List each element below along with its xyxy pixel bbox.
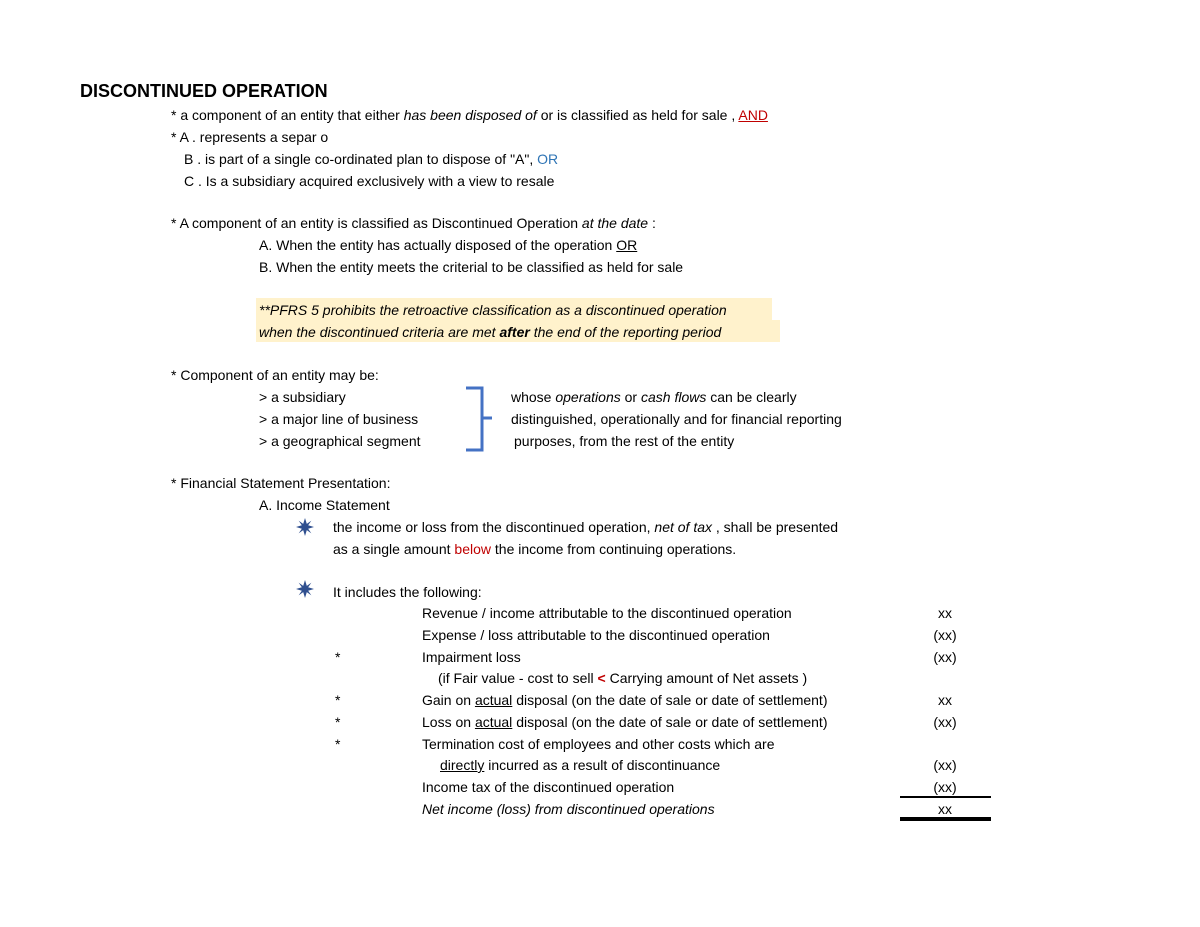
classification-a <box>259 236 637 254</box>
page-title: DISCONTINUED OPERATION <box>80 81 328 101</box>
definition-c: C . Is a subsidiary acquired exclusively with a view to resale <box>184 173 555 189</box>
total-double-rule <box>900 817 991 821</box>
impairment-note-text: (if Fair value - cost to sell <box>438 670 594 686</box>
definition-b-text: B . is part of a single co-ordinated plan to dispose of "A", <box>184 151 534 167</box>
schedule-row-revenue: Revenue / income attributable to the discontinued operation <box>422 605 792 621</box>
definition-b <box>184 150 558 168</box>
definition-text: * a component of an entity that either <box>171 107 400 123</box>
desc-whose: whose <box>511 389 552 405</box>
definition-text-or: or is <box>540 107 568 123</box>
component-desc-2: distinguished, operationally and for financial reporting <box>511 411 842 427</box>
star-bullet-icon <box>296 580 314 598</box>
classification-b: B. When the entity meets the criterial to be classified as held for sale <box>259 259 684 275</box>
below-emphasis: below <box>454 541 492 557</box>
desc-cash-flows: cash flows <box>640 389 707 405</box>
note-text: when the discontinued criteria are met <box>259 324 496 340</box>
row-marker: * <box>335 692 341 708</box>
pfrs-note-line-2 <box>259 323 721 341</box>
schedule-row-impairment-note <box>438 669 807 687</box>
amount-impairment: (xx) <box>933 649 957 665</box>
amount-expense: (xx) <box>933 627 957 643</box>
at-the-date: at the date <box>581 215 649 231</box>
component-desc-3: purposes, from the rest of the entity <box>514 433 735 449</box>
impairment-note-end: Carrying amount of Net assets ) <box>609 670 808 686</box>
note-text-end: the end of the reporting period <box>533 324 722 340</box>
star-bullet-icon <box>296 518 314 536</box>
loss-text-end: disposal (on the date of sale or date of settlement) <box>516 714 828 730</box>
presentation-line-1 <box>333 518 838 536</box>
amount-revenue: xx <box>938 605 952 621</box>
presentation-text-end: , shall be presented <box>715 519 839 535</box>
gain-actual: actual <box>474 692 513 708</box>
amount-gain: xx <box>938 692 952 708</box>
component-item: > a subsidiary <box>259 389 346 405</box>
component-item: > a geographical segment <box>259 433 421 449</box>
or-emphasis: OR <box>537 151 559 167</box>
row-marker: * <box>335 649 341 665</box>
presentation-text: the income or loss from the discontinued operation, <box>333 519 651 535</box>
pfrs-note-line-1: **PFRS 5 prohibits the retroactive classification as a discontinued operation <box>259 302 727 318</box>
includes-heading: It includes the following: <box>333 584 482 600</box>
termination-directly: directly <box>440 757 485 773</box>
schedule-row-loss <box>422 713 827 731</box>
less-than-symbol: < <box>597 670 606 686</box>
component-heading: * Component of an entity may be: <box>171 367 379 383</box>
classification-colon: : <box>651 215 656 231</box>
net-of-tax: net of tax <box>654 519 712 535</box>
definition-italic-disposed: has been disposed of <box>403 107 537 123</box>
loss-actual: actual <box>474 714 513 730</box>
presentation-amount: as a single amount <box>333 541 451 557</box>
presentation-line-2 <box>333 540 736 558</box>
gain-text-end: disposal (on the date of sale or date of settlement) <box>516 692 828 708</box>
amount-loss: (xx) <box>933 714 957 730</box>
amount-income-tax: (xx) <box>933 779 957 795</box>
schedule-row-impairment: Impairment loss <box>422 649 521 665</box>
note-after: after <box>499 324 530 340</box>
component-item: > a major line of business <box>259 411 419 427</box>
classification-heading <box>171 214 656 232</box>
desc-operations: operations <box>555 389 621 405</box>
definition-a: * A . represents a separ o <box>171 129 329 145</box>
desc-or: or <box>624 389 638 405</box>
desc-clearly: can be clearly <box>710 389 797 405</box>
schedule-row-net-income: Net income (loss) from discontinued operations <box>422 801 715 817</box>
classification-or: OR <box>616 237 638 253</box>
presentation-continuing: the income from continuing operations. <box>494 541 737 557</box>
row-marker: * <box>335 736 341 752</box>
definition-held-for-sale: classified as held for sale , <box>571 107 736 123</box>
schedule-row-income-tax: Income tax of the discontinued operation <box>422 779 675 795</box>
gain-text: Gain on <box>422 692 472 708</box>
amount-net-income: xx <box>938 801 952 817</box>
classification-a-text: A. When the entity has actually disposed of the operation <box>259 237 613 253</box>
income-statement-heading: A. Income Statement <box>259 497 390 513</box>
subtotal-rule <box>900 796 991 798</box>
definition-line <box>171 106 768 124</box>
fsp-heading: * Financial Statement Presentation: <box>171 475 391 491</box>
classification-text: * A component of an entity is classified as Discontinued Operation <box>171 215 579 231</box>
loss-text: Loss on <box>422 714 472 730</box>
and-emphasis: AND <box>738 107 768 123</box>
row-marker: * <box>335 714 341 730</box>
component-desc-1 <box>511 388 797 406</box>
schedule-row-termination: Termination cost of employees and other costs which are <box>422 736 775 752</box>
schedule-row-expense: Expense / loss attributable to the discontinued operation <box>422 627 770 643</box>
brace-bracket <box>462 386 498 454</box>
amount-termination: (xx) <box>933 757 957 773</box>
schedule-row-termination-2 <box>440 756 720 774</box>
termination-text-end: incurred as a result of discontinuance <box>488 757 721 773</box>
schedule-row-gain <box>422 691 827 709</box>
